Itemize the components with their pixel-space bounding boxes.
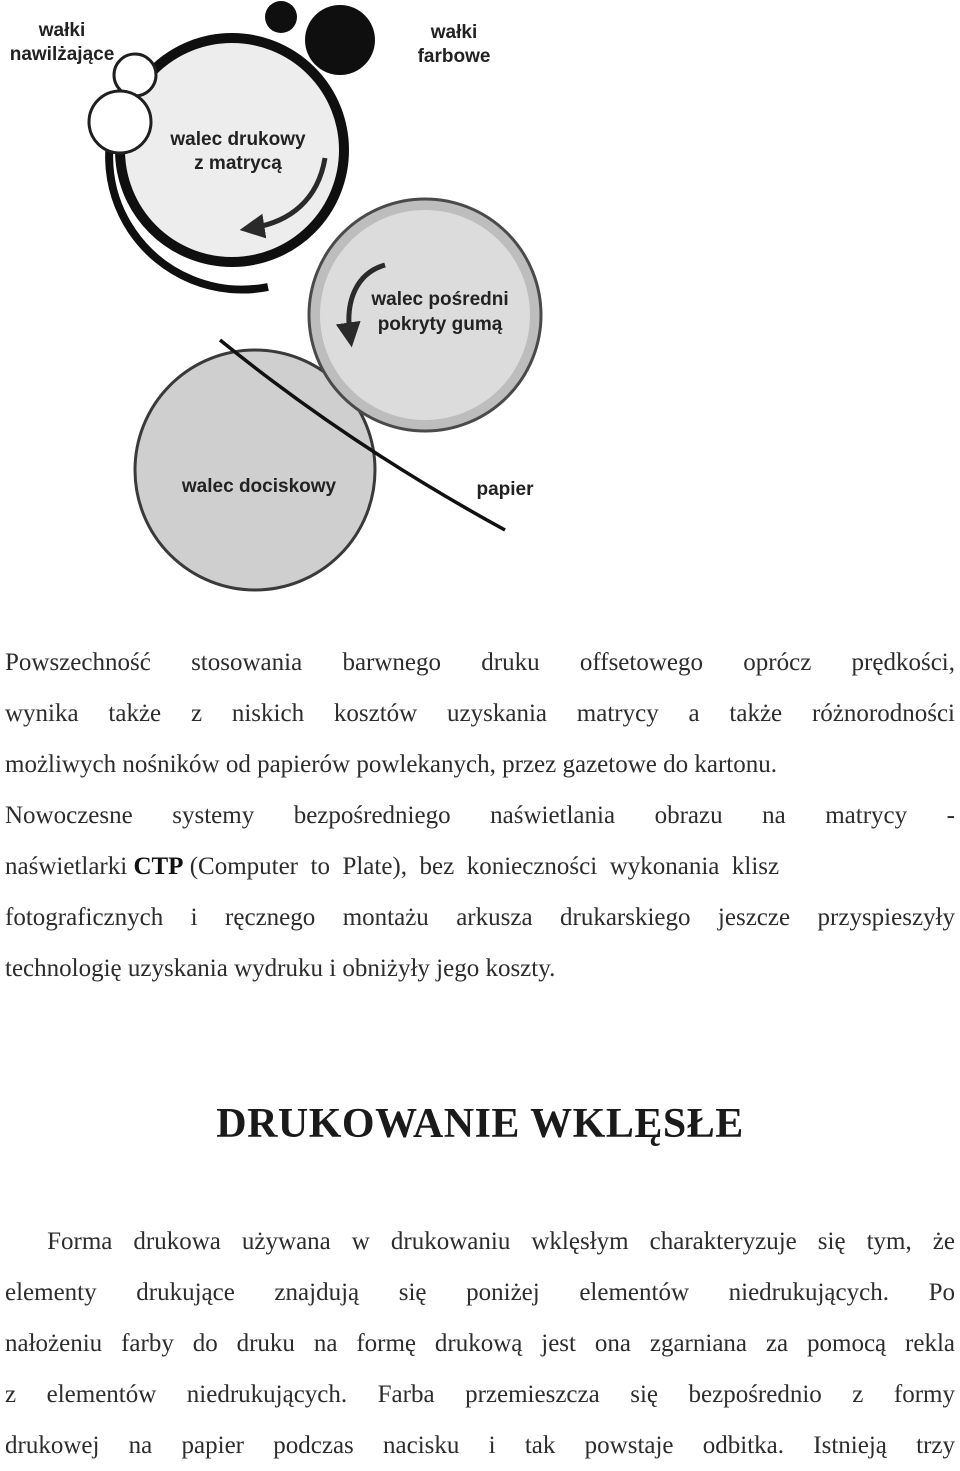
ink-roller-large <box>305 5 375 75</box>
paragraph-line: fotograficznych i ręcznego montażu arkusza drukarskiego jeszcze przyspieszyły <box>5 904 955 931</box>
ink-rollers-label-2: farbowe <box>417 46 491 67</box>
paragraph-line: Nowoczesne systemy bezpośredniego naświetlania obrazu na matrycy - <box>5 802 955 829</box>
ctp-line-rest: (Computer to Plate), bez konieczności wykonania klisz <box>183 853 780 880</box>
paragraph-line: drukowej na papier podczas nacisku i tak powstaje odbitka. Istnieją trzy <box>5 1432 955 1459</box>
paragraph-line: nałożeniu farby do druku na formę drukową jest ona zgarniana za pomocą rekla <box>5 1330 955 1357</box>
ink-rollers-label-1: wałki <box>430 22 478 43</box>
paragraph-line: technologię uzyskania wydruku i obniżyły jego koszty. <box>5 955 556 982</box>
offset-printing-diagram <box>0 0 960 600</box>
paragraph-line: z elementów niedrukujących. Farba przemieszcza się bezpośrednio z formy <box>5 1381 955 1408</box>
paragraph-gravure-printing <box>5 1216 955 1471</box>
plate-cylinder-label-1: walec drukowy <box>170 129 306 150</box>
paragraph-line: wynika także z niskich kosztów uzyskania matrycy a także różnorodności <box>5 700 955 727</box>
dampening-rollers-label-2: nawilżające <box>9 44 115 65</box>
paragraph-line: możliwych nośników od papierów powlekanych, przez gazetowe do kartonu. <box>5 751 777 778</box>
paper-label: papier <box>476 479 534 500</box>
paragraph-offset-printing <box>5 637 955 994</box>
section-heading: DRUKOWANIE WKLĘSŁE <box>216 1101 744 1147</box>
paragraph-line: Powszechność stosowania barwnego druku offsetowego oprócz prędkości, <box>5 649 955 676</box>
plate-cylinder-label-2: z matrycą <box>194 153 282 174</box>
blanket-cylinder-label-1: walec pośredni <box>371 289 509 310</box>
ctp-term: CTP <box>133 853 184 880</box>
impression-cylinder-label: walec dociskowy <box>181 476 337 497</box>
ctp-line-start: naświetlarki <box>5 853 134 880</box>
ink-roller-small <box>265 1 297 33</box>
paragraph-line-ctp <box>5 841 955 892</box>
paragraph-line: Forma drukowa używana w drukowaniu wklęsłym charakteryzuje się tym, że <box>5 1228 955 1255</box>
offset-diagram-svg <box>0 0 960 600</box>
dampening-roller-large <box>89 91 151 153</box>
paragraph-line: elementy drukujące znajdują się poniżej elementów niedrukujących. Po <box>5 1279 955 1306</box>
blanket-cylinder-label-2: pokryty gumą <box>377 314 503 335</box>
dampening-rollers-label-1: wałki <box>38 20 86 41</box>
